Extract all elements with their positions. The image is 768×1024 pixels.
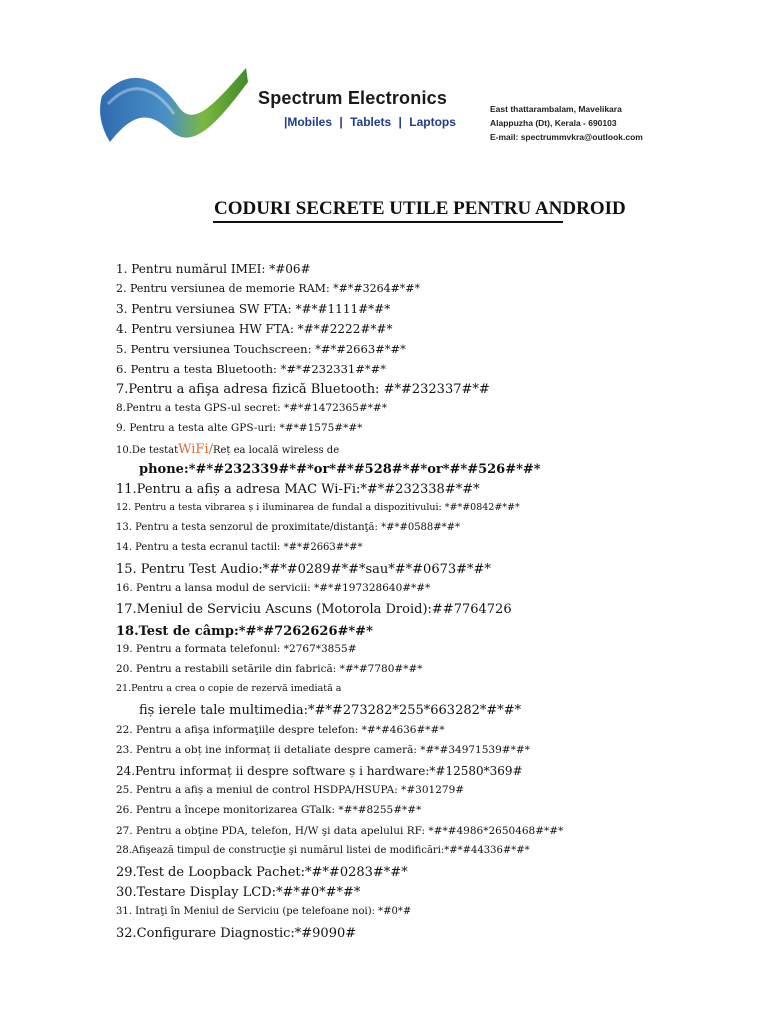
category-separator: | xyxy=(339,115,343,129)
list-item: 27. Pentru a obţine PDA, telefon, H/W şi data apelului RF: *#*#4986*2650468#*#* xyxy=(116,825,564,837)
list-item: 30.Testare Display LCD:*#*#0*#*#* xyxy=(116,885,361,900)
category-laptops: Laptops xyxy=(409,115,456,129)
list-item: 2. Pentru versiunea de memorie RAM: *#*#3264#*#* xyxy=(116,282,421,295)
category-list xyxy=(284,115,456,129)
list-item: 22. Pentru a afişa informaţiile despre telefon: *#*#4636#*#* xyxy=(116,724,445,736)
list-item: 5. Pentru versiunea Touchscreen: *#*#2663#*#* xyxy=(116,342,406,356)
list-item: 20. Pentru a restabili setările din fabrică: *#*#7780#*#* xyxy=(116,663,423,675)
list-item: 1. Pentru numărul IMEI: *#06# xyxy=(116,262,311,276)
list-item: 32.Configurare Diagnostic:*#9090# xyxy=(116,926,357,941)
address-line: East thattarambalam, Mavelikara xyxy=(490,104,622,114)
list-item: 12. Pentru a testa vibrarea ș i iluminarea de fundal a dispozitivului: *#*#0842#*#* xyxy=(116,502,520,513)
list-item: 23. Pentru a obț ine informaț ii detaliate despre cameră: *#*#34971539#*#* xyxy=(116,744,530,756)
list-item: 31. Intraţi în Meniul de Serviciu (pe telefoane noi): *#0*# xyxy=(116,906,412,917)
brand-name: Spectrum Electronics xyxy=(258,88,448,108)
category-separator: | xyxy=(398,115,402,129)
list-item: 19. Pentru a formata telefonul: *2767*3855# xyxy=(116,643,357,655)
list-item: 26. Pentru a începe monitorizarea GTalk: *#*#8255#*#* xyxy=(116,804,422,816)
list-item: 29.Test de Loopback Pachet:*#*#0283#*#* xyxy=(116,865,408,880)
list-item: 21.Pentru a crea o copie de rezervă imediată a xyxy=(116,683,342,694)
list-item: 13. Pentru a testa senzorul de proximitate/distanţă: *#*#0588#*#* xyxy=(116,522,461,533)
category-tablets: Tablets xyxy=(350,115,392,129)
item-prefix: 10.De testat xyxy=(116,445,179,456)
document-title: CODURI SECRETE UTILE PENTRU ANDROID xyxy=(214,198,626,219)
list-item: 4. Pentru versiunea HW FTA: *#*#2222#*#* xyxy=(116,322,393,336)
item-suffix: Reț ea locală wireless de xyxy=(212,445,340,456)
list-item: 28.Afişează timpul de construcţie şi numărul listei de modificări:*#*#44336#*#* xyxy=(116,845,530,856)
list-item: 24.Pentru informaț ii despre software ș i hardware:*#12580*369# xyxy=(116,764,523,778)
list-item-continuation: fiș ierele tale multimedia:*#*#273282*255*663282*#*#* xyxy=(139,703,522,718)
list-item: 11.Pentru a afiș a adresa MAC Wi-Fi:*#*#232338#*#* xyxy=(116,482,480,497)
list-item: 8.Pentru a testa GPS-ul secret: *#*#1472365#*#* xyxy=(116,402,387,414)
company-logo xyxy=(98,66,250,150)
list-item: 18.Test de câmp:*#*#7262626#*#* xyxy=(116,624,373,639)
address-line: Alappuzha (Dt), Kerala - 690103 xyxy=(490,118,617,128)
list-item-continuation: phone:*#*#232339#*#*or*#*#528#*#*or*#*#526#*#* xyxy=(139,462,541,477)
list-item: 3. Pentru versiunea SW FTA: *#*#1111#*#* xyxy=(116,302,391,316)
list-item: 25. Pentru a afiș a meniul de control HSDPA/HSUPA: *#301279# xyxy=(116,784,465,796)
title-underline xyxy=(213,221,563,223)
list-item-wifi xyxy=(116,442,339,457)
list-item: 14. Pentru a testa ecranul tactil: *#*#2663#*#* xyxy=(116,542,363,553)
list-item: 15. Pentru Test Audio:*#*#0289#*#*sau*#*#0673#*#* xyxy=(116,562,491,577)
category-mobiles: |Mobiles xyxy=(284,115,333,129)
email-line: E-mail: spectrummvkra@outlook.com xyxy=(490,132,643,142)
list-item: 16. Pentru a lansa modul de servicii: *#*#197328640#*#* xyxy=(116,582,431,594)
list-item: 17.Meniul de Serviciu Ascuns (Motorola Droid):##7764726 xyxy=(116,602,512,617)
list-item: 7.Pentru a afişa adresa fizică Bluetooth: #*#232337#*# xyxy=(116,382,490,397)
address-block xyxy=(490,102,643,144)
letterhead xyxy=(0,0,768,170)
list-item: 6. Pentru a testa Bluetooth: *#*#232331#*#* xyxy=(116,362,387,376)
list-item: 9. Pentru a testa alte GPS-uri: *#*#1575#*#* xyxy=(116,422,363,434)
wifi-highlight: WiFi/ xyxy=(178,442,213,457)
